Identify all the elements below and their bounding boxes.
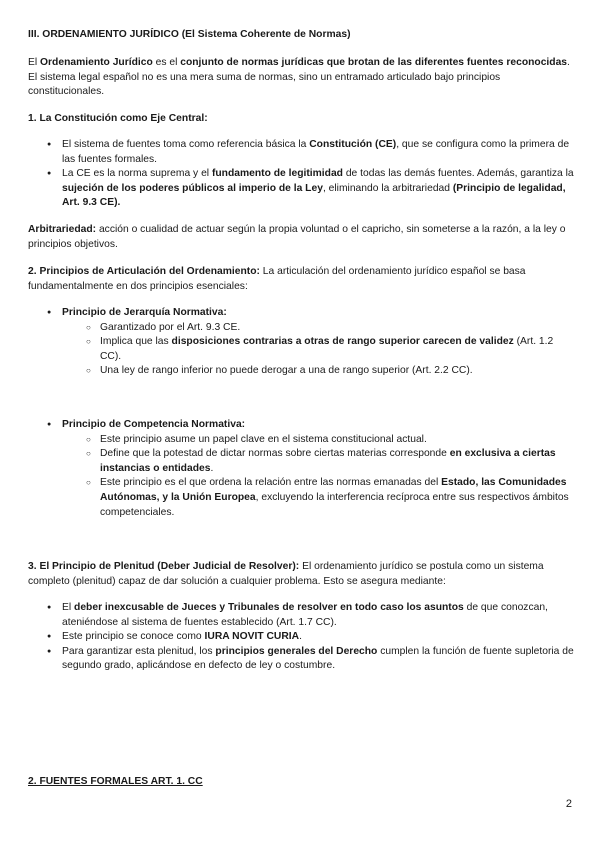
subsection-3-paragraph: 3. El Principio de Plenitud (Deber Judicial de Resolver): El ordenamiento jurídico se postula como un sistema completo (plenitud) capaz de dar solución a cualquier problema. Esto se asegura mediante: (28, 561, 544, 587)
list-item: ● Para garantizar esta plenitud, los principios generales del Derecho cumplen la función de fuente supletoria de segundo grado, aplicándose en defecto de ley o costumbre. (28, 645, 574, 674)
list-item: ○ Este principio es el que ordena la relación entre las normas emanadas del Estado, las Comunidades Autónomas, y la Unión Europea, excluyendo la interferencia recíproca entre sus respectivos ámbitos competenciales. (28, 476, 574, 520)
subsection-1-title: 1. La Constitución como Eje Central: (28, 113, 208, 124)
page-number: 2 (565, 798, 572, 810)
competencia-list (28, 418, 574, 520)
list-item: ● El deber inexcusable de Jueces y Tribunales de resolver en todo caso los asuntos de que conozcan, ateniéndose al sistema de fuentes establecido (Art. 1.7 CC). (28, 601, 574, 630)
list-item: ○ Garantizado por el Art. 9.3 CE. (28, 321, 574, 336)
footer-section-heading: 2. FUENTES FORMALES ART. 1. CC (28, 776, 203, 787)
list-item: ○ Este principio asume un papel clave en el sistema constitucional actual. (28, 433, 574, 448)
competencia-sublist (28, 433, 574, 521)
list-item: ○ Implica que las disposiciones contrarias a otras de rango superior carecen de validez (Art. 1.2 CC). (28, 335, 574, 364)
list-item: ● La CE es la norma suprema y el fundamento de legitimidad de todas las demás fuentes. Además, garantiza la sujeción de los poderes públicos al imperio de la Ley, eliminando la arbitrariedad (Principio de legalidad, Art. 9.3 CE). (28, 167, 574, 211)
list-item: ● Principio de Jerarquía Normativa: ○ Garantizado por el Art. 9.3 CE. ○ Implica que las disposiciones contrarias a otras de rango superior carecen de validez (Art. 1.2 CC). ○ Una ley de rango inferior no puede derogar a una de rango superior (Art. 2.2 CC). (28, 306, 574, 379)
list-item: ● El sistema de fuentes toma como referencia básica la Constitución (CE), que se configura como la primera de las fuentes formales. (28, 138, 574, 167)
subsection-2-paragraph: 2. Principios de Articulación del Ordenamiento: La articulación del ordenamiento jurídico español se basa fundamentalmente en dos principios esenciales: (28, 266, 526, 292)
list-item: ● Este principio se conoce como IURA NOVIT CURIA. (28, 630, 574, 645)
list-item: ● Principio de Competencia Normativa: ○ Este principio asume un papel clave en el sistema constitucional actual. ○ Define que la potestad de dictar normas sobre ciertas materias corresponde en exclusiva a ciertas instancias o entidades. ○ Este principio es el que ordena la relación entre las normas emanadas del Estado, las Comunidades Autónomas, y la Unión Europea, excluyendo la interferencia recíproca entre sus respectivos ámbitos competenciales. (28, 418, 574, 520)
section-heading: III. ORDENAMIENTO JURÍDICO (El Sistema Coherente de Normas) (28, 29, 351, 40)
plenitud-list (28, 601, 574, 674)
list-item: ○ Define que la potestad de dictar normas sobre ciertas materias corresponde en exclusiva a ciertas instancias o entidades. (28, 447, 574, 476)
constitution-list (28, 138, 574, 211)
arbitrariedad-definition: Arbitrariedad: acción o cualidad de actuar según la propia voluntad o el capricho, sin someterse a la razón, a la ley o principios objetivos. (28, 224, 566, 250)
jerarquia-list (28, 306, 574, 379)
list-item: ○ Una ley de rango inferior no puede derogar a una de rango superior (Art. 2.2 CC). (28, 364, 574, 379)
jerarquia-sublist (28, 321, 574, 379)
intro-paragraph: El Ordenamiento Jurídico es el conjunto de normas jurídicas que brotan de las diferentes fuentes reconocidas. El sistema legal español no es una mera suma de normas, sino un entramado articulado bajo principios constitucionales. (28, 57, 570, 98)
